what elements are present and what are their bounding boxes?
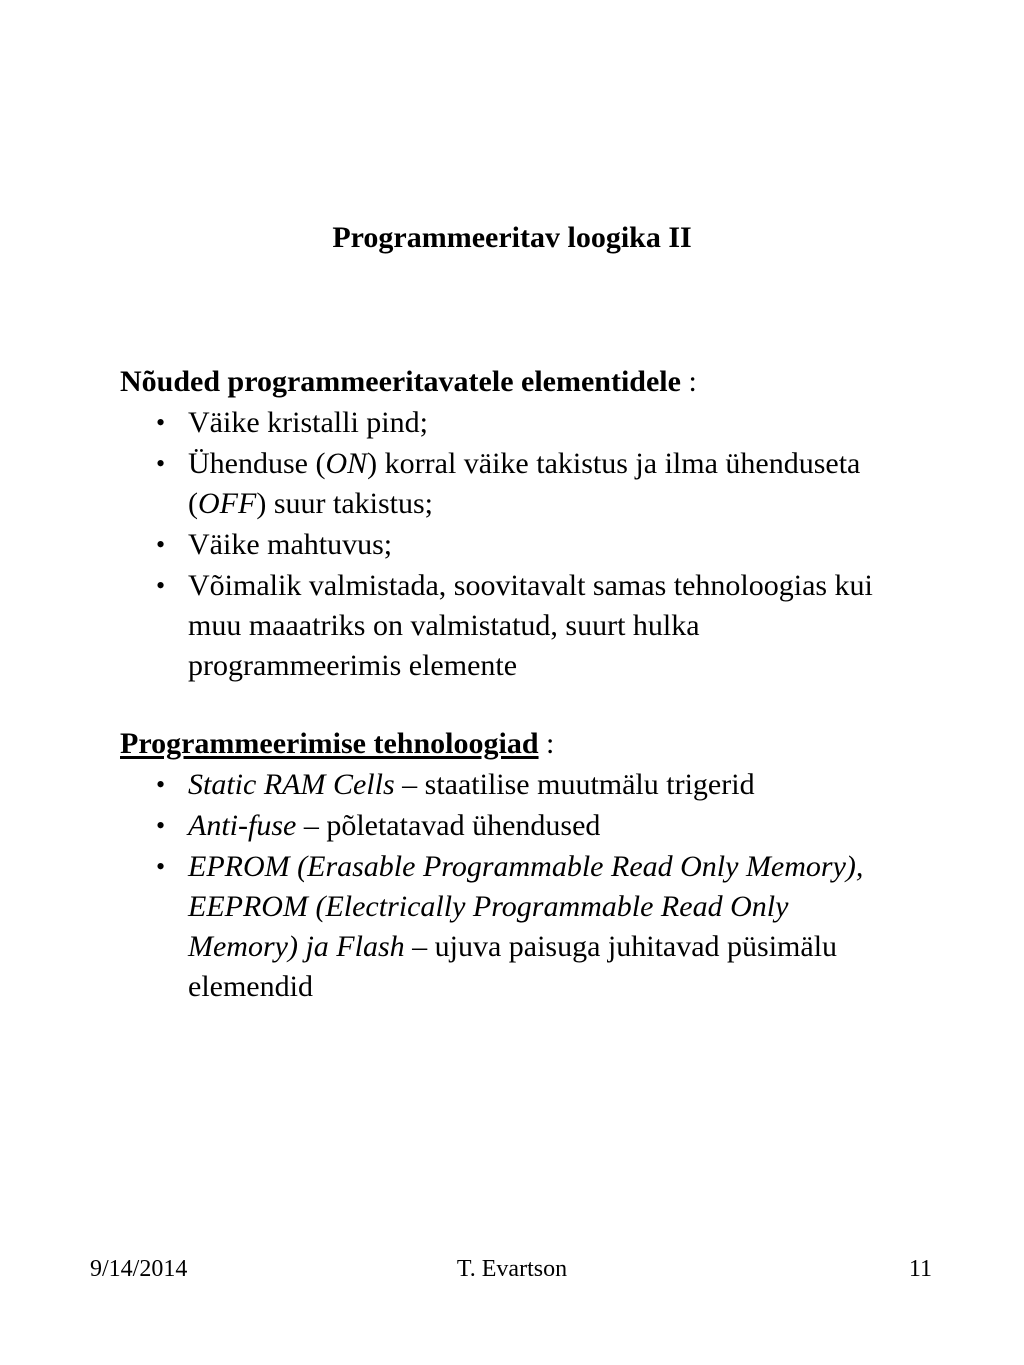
item-text: ) korral väike takistus ja ilma ühenduseta ( (188, 447, 861, 520)
technologies-heading-text: Programmeerimise tehnoloogiad (120, 727, 539, 760)
footer-date: 9/14/2014 (90, 1256, 188, 1282)
requirements-heading (120, 362, 900, 402)
bullet-icon: • (156, 449, 166, 478)
italic-text: Static RAM Cells (188, 768, 395, 801)
list-item (120, 566, 900, 686)
technologies-list (120, 765, 900, 1007)
footer-author: T. Evartson (456, 1256, 568, 1282)
footer-page-number: 11 (908, 1256, 932, 1282)
italic-text: Anti-fuse (188, 809, 297, 842)
item-text: Ühenduse ( (188, 447, 326, 480)
list-item (120, 765, 900, 805)
list-item (120, 806, 900, 846)
item-text: – staatilise muutmälu trigerid (394, 768, 755, 801)
list-item (120, 525, 900, 565)
technologies-section (120, 724, 900, 1007)
technologies-heading-suffix: : (538, 727, 555, 760)
requirements-list (120, 403, 900, 686)
bullet-icon: • (156, 770, 166, 799)
italic-text: ON (325, 447, 368, 480)
bullet-icon: • (156, 571, 166, 600)
item-text: Väike kristalli pind; (188, 406, 428, 439)
list-item (120, 444, 900, 524)
slide-title: Programmeeritav loogika II (332, 221, 692, 254)
italic-text: OFF (198, 487, 257, 520)
requirements-heading-text: Nõuded programmeeritavatele elementidele (120, 365, 681, 398)
bullet-icon: • (156, 408, 166, 437)
item-text: – põletatavad ühendused (296, 809, 601, 842)
bullet-icon: • (156, 852, 166, 881)
list-item (120, 403, 900, 443)
requirements-heading-suffix: : (680, 365, 697, 398)
item-text: Väike mahtuvus; (188, 528, 393, 561)
item-text: Võimalik valmistada, soovitavalt samas tehnoloogias kui muu maaatriks on valmistatud, suurt hulka programmeerimis elemente (188, 569, 873, 682)
item-text: ) suur takistus; (256, 487, 433, 520)
technologies-heading (120, 724, 900, 764)
requirements-section (120, 362, 900, 686)
item-text: – ujuva paisuga juhitavad püsimälu elemendid (188, 930, 838, 1003)
bullet-icon: • (156, 530, 166, 559)
bullet-icon: • (156, 811, 166, 840)
italic-text: EPROM (Erasable Programmable Read Only Memory), EEPROM (Electrically Programmable Read Only Memory) ja Flash (188, 850, 864, 963)
list-item (120, 847, 900, 1007)
